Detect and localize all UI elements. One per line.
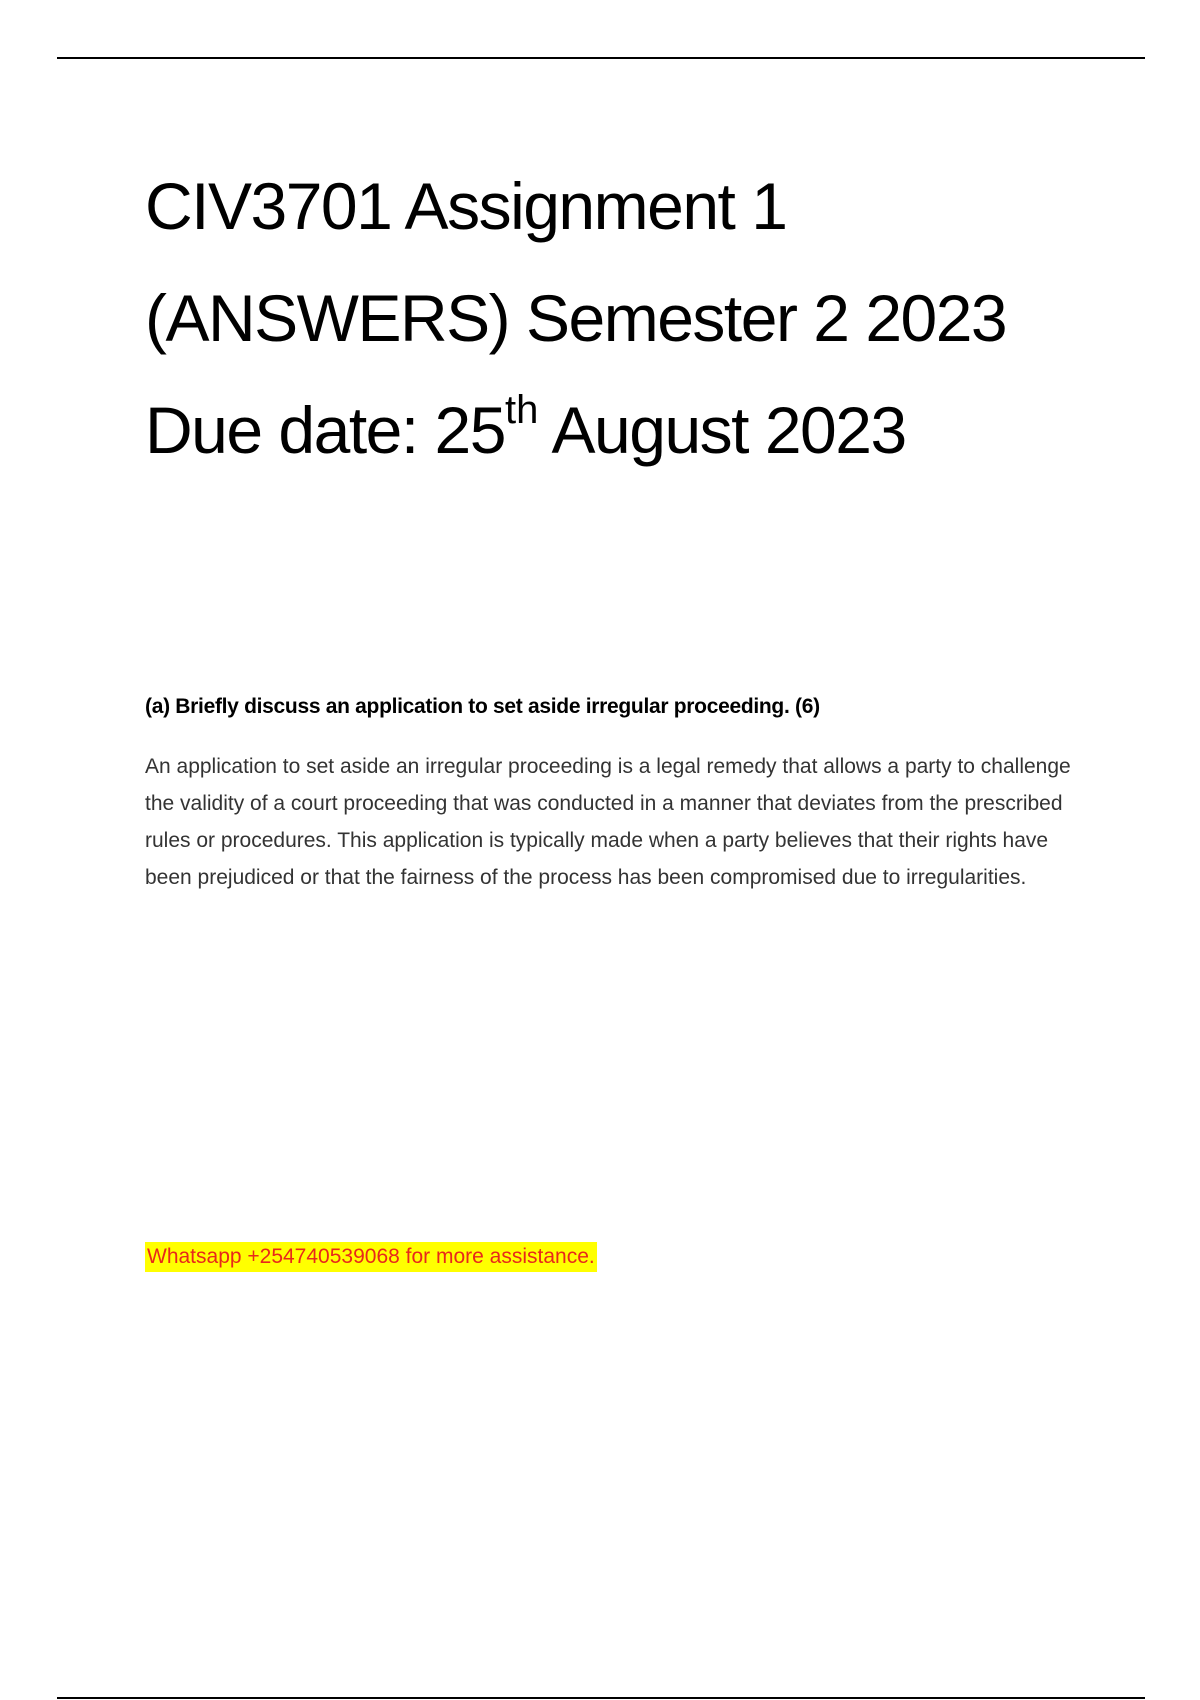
bottom-rule [57,1697,1145,1699]
top-rule [57,57,1145,59]
answer-paragraph: An application to set aside an irregular proceeding is a legal remedy that allows a party to challenge the validity of a court proceeding that was conducted in a manner that deviates from the prescribed rules or procedures. This application is typically made when a party believes that their rights have been prejudiced or that the fairness of the process has been compromised due to irregularities. [145,755,1071,889]
due-date-superscript: th [504,388,539,432]
title-line-1: CIV3701 Assignment 1 [145,169,787,243]
question-heading: (a) Briefly discuss an application to set aside irregular proceeding. (6) [145,695,820,718]
title-line-2: (ANSWERS) Semester 2 2023 [145,281,1007,355]
contact-note: Whatsapp +254740539068 for more assistance. [145,1242,597,1272]
due-date-line [145,374,1105,486]
due-date-prefix: Due date: 25 [145,393,505,467]
document-title [145,150,1105,486]
due-date-suffix: August 2023 [538,393,906,467]
